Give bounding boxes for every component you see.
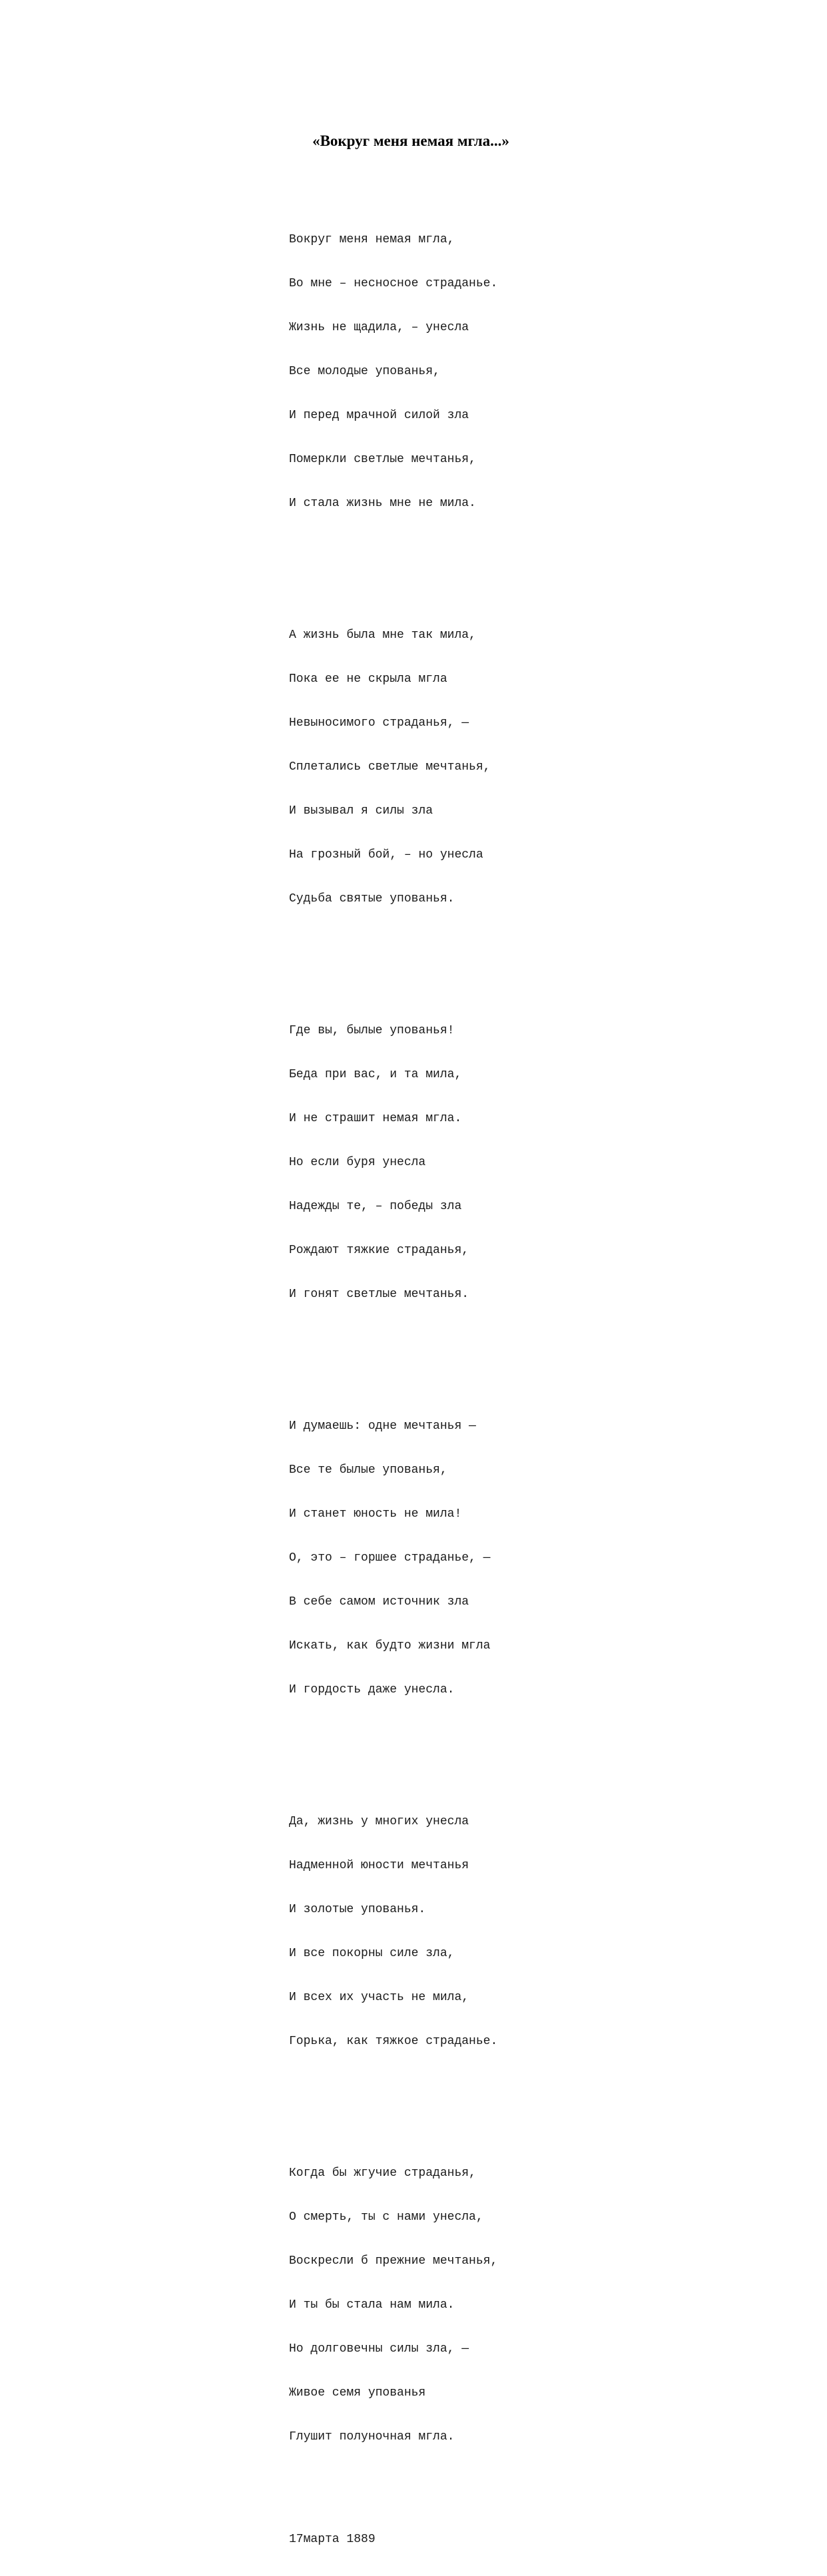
poem-line: И гордость даже унесла. [289, 1683, 455, 1696]
poem-line: Во мне – несносное страданье. [289, 277, 498, 290]
poem-line: Горька, как тяжкое страданье. [289, 2035, 498, 2048]
poem-line: Надежды те, – победы зла [289, 1200, 462, 1213]
poem-line: А жизнь была мне так мила, [289, 629, 476, 642]
poem-line: И не страшит немая мгла. [289, 1112, 462, 1125]
poem-body [289, 174, 635, 2576]
poem-line: Судьба святые упованья. [289, 892, 455, 905]
stanza-1 [289, 203, 635, 540]
poem-line: Но долговечны силы зла, — [289, 2342, 469, 2356]
poem-line: Да, жизнь у многих унесла [289, 1815, 469, 1828]
poem-line: Все те былые упованья, [289, 1463, 447, 1477]
poem-line: О смерть, ты с нами унесла, [289, 2210, 483, 2224]
poem-line: И стала жизнь мне не мила. [289, 497, 476, 510]
poem-line: И гонят светлые мечтанья. [289, 1288, 469, 1301]
poem-line: И золотые упованья. [289, 1903, 426, 1916]
poem-line: Померкли светлые мечтанья, [289, 453, 476, 466]
poem-line: И все покорны силе зла, [289, 1947, 455, 1960]
poem-line: Надменной юности мечтанья [289, 1859, 469, 1872]
poem-line: И станет юность не мила! [289, 1507, 462, 1521]
poem-line: Жизнь не щадила, – унесла [289, 321, 469, 334]
poem-line: На грозный бой, – но унесла [289, 848, 483, 862]
poem-line: И вызывал я силы зла [289, 804, 433, 818]
stanza-3 [289, 994, 635, 1331]
poem-title: «Вокруг меня немая мгла...» [312, 132, 509, 149]
poem-line: Но если буря унесла [289, 1156, 426, 1169]
poem-line: И всех их участь не мила, [289, 1991, 469, 2004]
poem-line: Невыносимого страданья, — [289, 716, 469, 730]
poem-line: Искать, как будто жизни мгла [289, 1639, 491, 1653]
poem-line: И перед мрачной силой зла [289, 409, 469, 422]
poem-line: Рождают тяжкие страданья, [289, 1244, 469, 1257]
stanza-4 [289, 1390, 635, 1726]
poem-line: В себе самом источник зла [289, 1595, 469, 1609]
poem-line: Живое семя упованья [289, 2386, 426, 2400]
stanza-2 [289, 599, 635, 935]
poem-line: Где вы, былые упованья! [289, 1024, 455, 1037]
poem-line: Беда при вас, и та мила, [289, 1068, 462, 1081]
poem-date: 17марта 1889 [289, 2533, 376, 2546]
poem-line: Пока ее не скрыла мгла [289, 672, 447, 686]
poem-line: И думаешь: одне мечтанья — [289, 1419, 476, 1433]
poem-line: Вокруг меня немая мгла, [289, 233, 455, 246]
poem-line: И ты бы стала нам мила. [289, 2298, 455, 2312]
poem-line: Глушит полуночная мгла. [289, 2430, 455, 2444]
poem-line: Все молодые упованья, [289, 365, 440, 378]
stanza-5 [289, 1785, 635, 2078]
poem-line: О, это – горшее страданье, — [289, 1551, 491, 1565]
poem-line: Воскресли б прежние мечтанья, [289, 2254, 498, 2268]
stanza-6 [289, 2137, 635, 2473]
poem-line: Когда бы жгучие страданья, [289, 2167, 476, 2180]
poem-line: Сплетались светлые мечтанья, [289, 760, 491, 774]
